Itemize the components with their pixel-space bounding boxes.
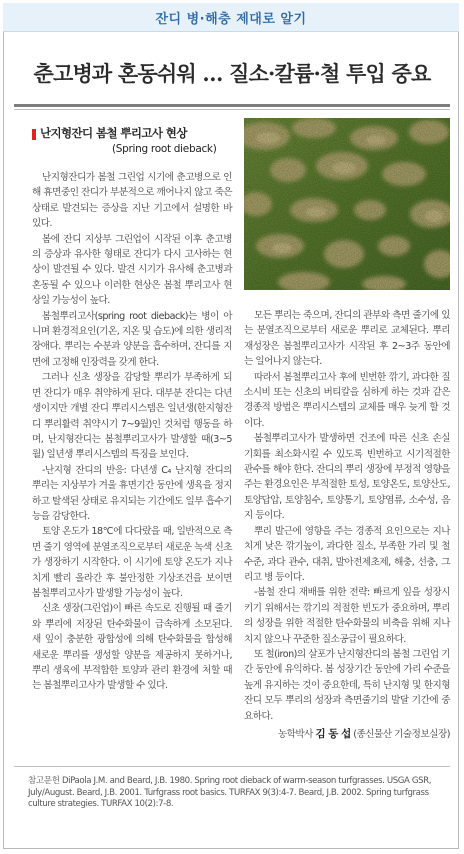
paragraph: 봄철뿌리고사가 발생하면 건조에 따른 신초 손실 기회를 최소화시킬 수 있도록 빈번하고 시기적절한 관수를 해야 한다. 잔디의 뿌리 생장에 부정적 영향을 주는 환경요인은 부적절한 토성, 토양온도, 토양산도, 토양답압, 토양침수, 토양통기, 토양염류, 소수성, 음지 등이다. — [244, 433, 450, 522]
references-rule — [14, 766, 450, 767]
article-column-right — [244, 308, 450, 742]
author-name: 김 동 섭 — [315, 727, 351, 740]
series-title: 잔디 병·해충 제대로 알기 — [155, 12, 307, 27]
headline-rule — [14, 104, 450, 107]
paragraph: 또 철(iron)의 살포가 난지형잔디의 봄철 그린업 기간 동안에 유익하다. 봄 성장기간 동안에 가리 수준을 높게 유지하는 것이 중요한데, 특히 난지형 및 한지형 잔디 모두 뿌리의 성장과 측면줄기의 발달 기간에 중요하다. — [244, 648, 450, 722]
paragraph: 뿌리 발근에 영향을 주는 경종적 요인으로는 지나치게 낮은 깎기높이, 과다한 질소, 부족한 가리 및 철 수준, 과다 관수, 대취, 발아전제초제, 해충, 선충, 그리고 병 등이다. — [244, 525, 450, 583]
references: 참고문헌 DiPaola J.M. and Beard, J.B. 1980. Spring root dieback of warm-season turfgrasses. USGA GSR, July/August. Beard, J.B. 2001. Turfgrass root basics. TURFAX 9(3):4-7. Beard, J.B. 2002. Spring turfgrass culture strategies. TURFAX 10(2):7-8. — [28, 776, 432, 809]
turf-photo — [244, 118, 450, 290]
article-column-left — [32, 170, 232, 694]
paragraph: 봄철뿌리고사(spring root dieback)는 병이 아니며 환경적요인(기온, 지온 및 습도)에 의한 생리적 장애다. 뿌리는 수분과 양분을 흡수하며, 잔디를 지면에 고정해 인장력을 갖게 한다. — [32, 310, 232, 368]
paragraph: 봄에 잔디 지상부 그린업이 시작된 이후 춘고병의 증상과 유사한 형태로 잔디가 다시 고사하는 현상이 발견될 수 있다. 발견 시기가 유사해 춘고병과 혼동될 수 있으나 이러한 현상은 봄철 뿌리고사 현상일 가능성이 높다. — [32, 233, 232, 307]
series-banner — [3, 3, 459, 32]
paragraph: -난지형 잔디의 반응: 다년생 C₄ 난지형 잔디의 뿌리는 지상부가 겨울 휴면기간 동안에 생육을 정지하고 탈색된 상태로 유지되는 기간에도 일부 흡수기능을 감당한다. — [32, 464, 232, 522]
section-marker — [32, 129, 36, 140]
section-title: 난지형잔디 봄철 뿌리고사 현상 — [40, 126, 187, 140]
paragraph: 그러나 신초 생장을 감당할 뿌리가 부족하게 되면 잔디가 매우 취약하게 된다. 대부분 잔디는 다년생이지만 개별 잔디 뿌리시스템은 일년생(한지형잔디 뿌리활력 취약시기 7~9월)인 것처럼 행동을 하며, 난지형잔디는 봄철뿌리고사가 발생할 때(3~5월) 일년생 뿌리시스템의 특징을 보인다. — [32, 372, 232, 461]
headline-rule-thin — [14, 109, 450, 110]
paragraph: 신초 생장(그린업)이 빠른 속도로 진행될 때 줄기와 뿌리에 저장된 탄수화물이 급속하게 소모된다. 새 잎이 충분한 광합성에 의해 탄수화물을 합성해 새로운 뿌리를 생성할 양분을 제공하지 못하거나, 뿌리 생육에 부적합한 토양과 관리 환경에 처할 때는 봄철뿌리고사가 발생할 수 있다. — [32, 603, 232, 692]
author-degree: 농학박사 — [277, 728, 313, 740]
paragraph: 토양 온도가 18℃에 다다랐을 때, 일반적으로 측면 줄기 영역에 분열조직으로부터 새로운 녹색 신초가 생장하기 시작한다. 이 시기에 토양 온도가 지나치게 빨리 올라간 후 불안정한 기상조건을 보이면 봄철뿌리고사가 발생할 가능성이 높다. — [32, 526, 232, 599]
author-line — [244, 727, 450, 742]
headline: 춘고병과 혼동쉬워 … 질소·칼륨·철 투입 중요 — [33, 61, 431, 86]
paragraph: 난지형잔디가 봄철 그린업 시기에 춘고병으로 인해 휴면중인 잔디가 부분적으로 깨어나지 않고 죽은 상태로 발견되는 증상을 지난 기고에서 설명한 바 있다. — [32, 172, 232, 230]
paragraph: 모든 뿌리는 죽으며, 잔디의 관부와 측면 줄기에 있는 분열조직으로부터 새로운 뿌리로 교체된다. 뿌리 재성장은 봄철뿌리고사가 시작된 후 2~3주 동안에는 일어나지 않는다. — [244, 310, 450, 368]
paragraph: 따라서 봄철뿌리고사 후에 빈번한 깎기, 과다한 질소시비 또는 신초의 버티칼을 심하게 하는 것과 같은 경종적 방법은 뿌리시스템의 교체를 매우 늦게 할 것이다. — [244, 371, 450, 429]
author-affiliation: (종신물산 기술정보실장) — [353, 728, 450, 740]
paragraph: -봄철 잔디 재배를 위한 전략: 빠르게 잎을 성장시키기 위해서는 깎기의 적절한 빈도가 중요하며, 뿌리의 성장을 위한 적절한 탄수화물의 비축을 위해 지나치지 않으나 꾸준한 질소공급이 필요하다. — [244, 587, 450, 645]
section-subtitle: (Spring root dieback) — [112, 143, 217, 155]
